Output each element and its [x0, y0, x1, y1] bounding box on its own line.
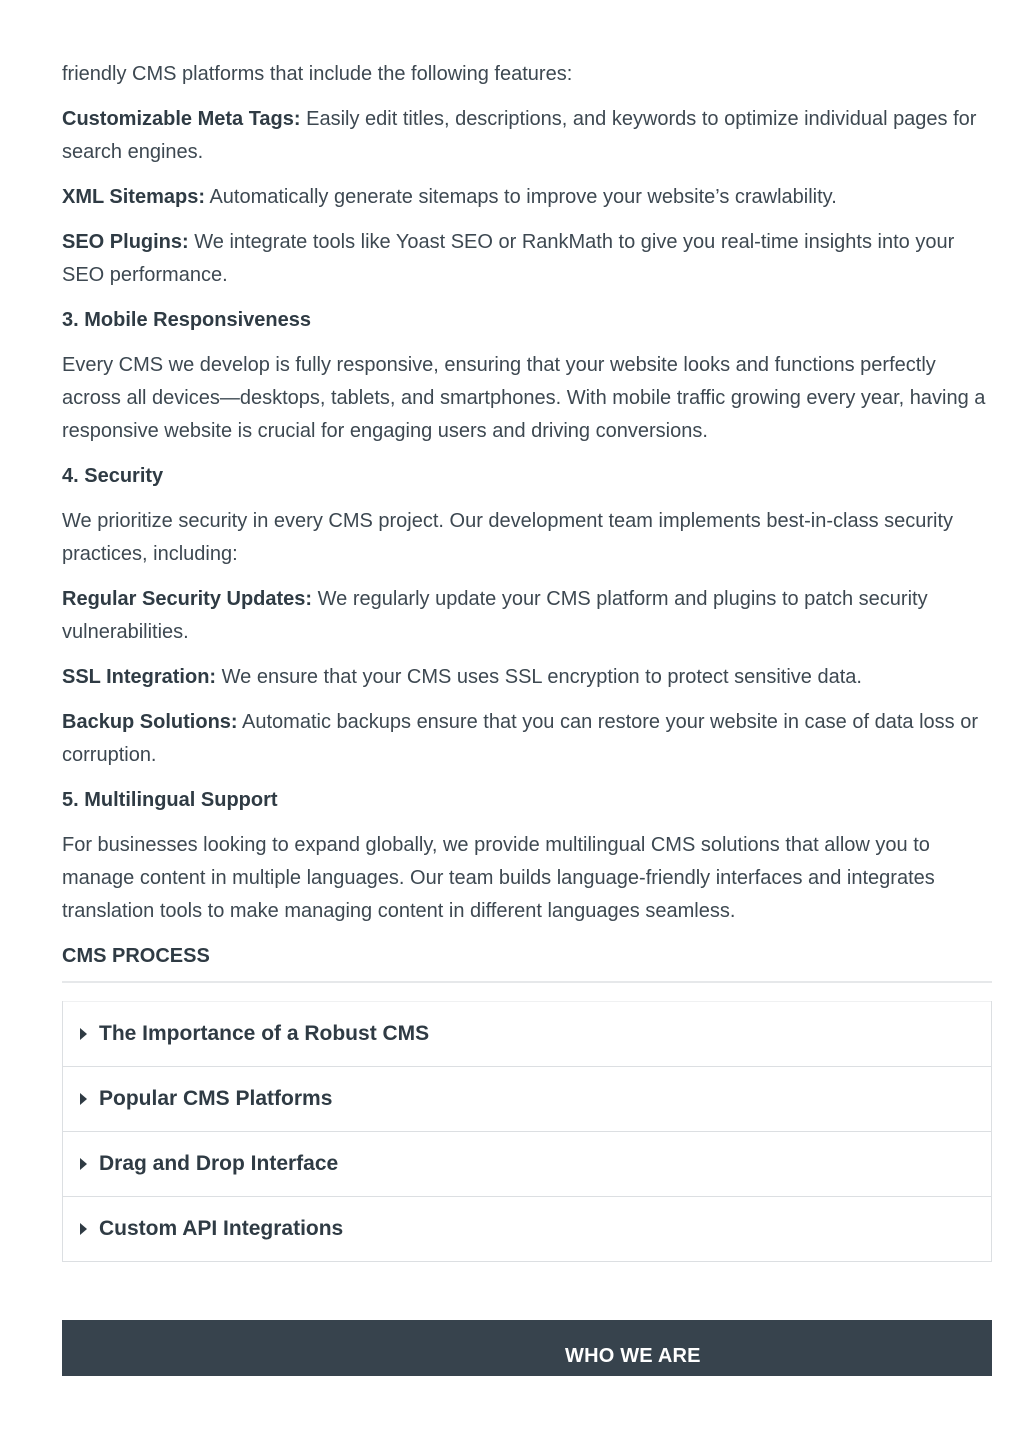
accordion-item-importance[interactable] [63, 1001, 991, 1066]
caret-right-icon [80, 1158, 87, 1170]
accordion-label: The Importance of a Robust CMS [99, 1022, 430, 1045]
accordion-item-platforms[interactable] [63, 1066, 991, 1131]
feature-xml-sitemaps: XML Sitemaps: Automatically generate sitemaps to improve your website’s crawlability. [62, 186, 837, 208]
security-ssl: SSL Integration: We ensure that your CMS uses SSL encryption to protect sensitive data. [62, 666, 862, 688]
security-body: We prioritize security in every CMS project. Our development team implements best-in-class security practices, including: [62, 510, 954, 565]
footer-logo: VSP [150, 1364, 291, 1436]
mobile-heading: 3. Mobile Responsiveness [62, 309, 311, 331]
accordion-label: Custom API Integrations [99, 1217, 344, 1240]
feature-seo-plugins: SEO Plugins: We integrate tools like Yoast SEO or RankMath to give you real-time insights into your SEO performance. [62, 231, 955, 286]
security-heading: 4. Security [62, 465, 164, 487]
footer-heading: WHO WE ARE [565, 1345, 701, 1367]
mobile-body: Every CMS we develop is fully responsive, ensuring that your website looks and functions perfectly across all devices—desktops, tablets, and smartphones. With mobile traffic growing every year, having a responsive website is crucial for engaging users and driving conversions. [62, 354, 986, 442]
intro-text: friendly CMS platforms that include the following features: [62, 63, 573, 85]
process-accordion [62, 1001, 992, 1262]
security-updates: Regular Security Updates: We regularly update your CMS platform and plugins to patch security vulnerabilities. [62, 588, 928, 643]
caret-right-icon [80, 1223, 87, 1235]
multilingual-heading: 5. Multilingual Support [62, 789, 278, 811]
footer-section [62, 1320, 992, 1436]
accordion-item-api[interactable] [63, 1196, 991, 1261]
feature-meta-tags: Customizable Meta Tags: Easily edit titles, descriptions, and keywords to optimize individual pages for search engines. [62, 108, 977, 163]
multilingual-body: For businesses looking to expand globally, we provide multilingual CMS solutions that allow you to manage content in multiple languages. Our team builds language-friendly interfaces and integrates translation tools to make managing content in different languages seamless. [62, 834, 935, 922]
security-backup: Backup Solutions: Automatic backups ensure that you can restore your website in case of data loss or corruption. [62, 711, 978, 766]
caret-right-icon [80, 1028, 87, 1040]
accordion-item-drag-drop[interactable] [63, 1131, 991, 1196]
accordion-label: Popular CMS Platforms [99, 1087, 333, 1110]
process-title: CMS PROCESS [62, 940, 992, 983]
caret-right-icon [80, 1093, 87, 1105]
accordion-label: Drag and Drop Interface [99, 1152, 339, 1175]
main-content [62, 58, 992, 1262]
